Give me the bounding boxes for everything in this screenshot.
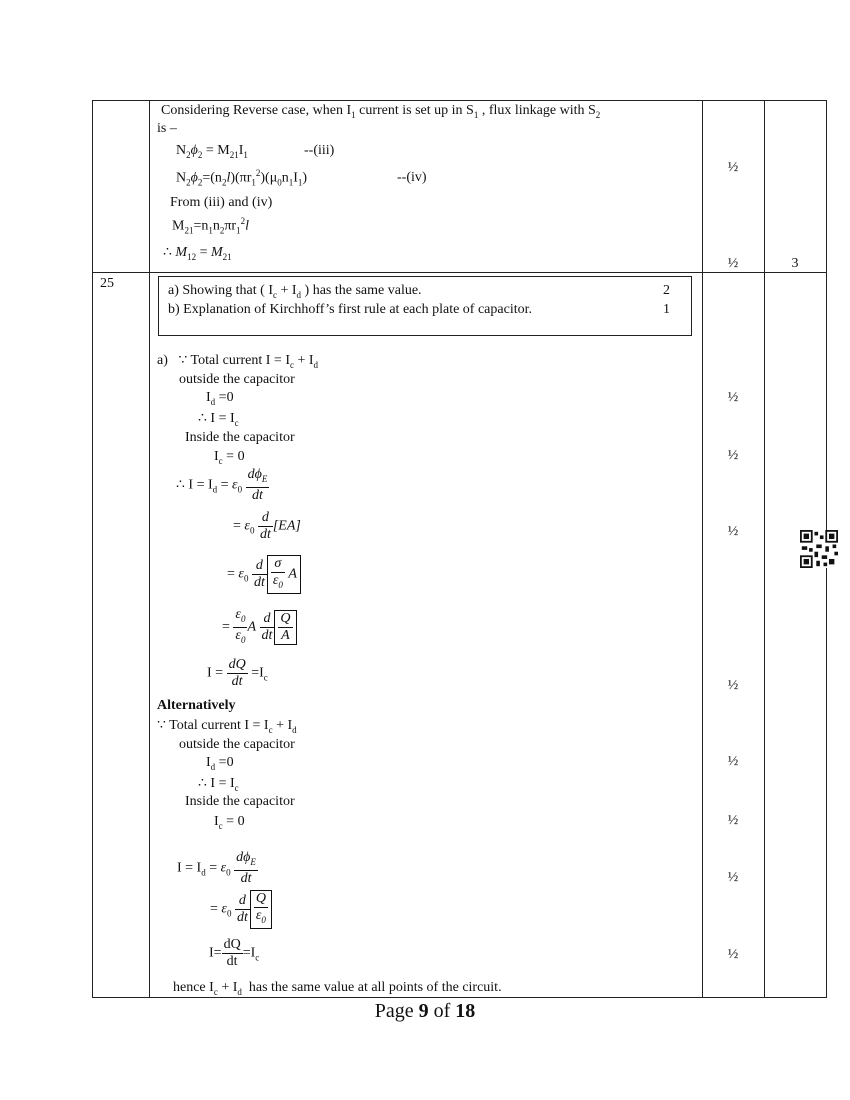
table-top-border <box>92 100 827 101</box>
alt-i-equals-ic: ∴ $I = I_c$ <box>198 776 239 793</box>
scheme-a-marks: 2 <box>663 283 670 298</box>
mark: ½ <box>727 390 739 405</box>
mark: ½ <box>727 870 739 885</box>
question-number: 25 <box>100 276 114 291</box>
equation-iii: $N_2\phi_2 = M_{21}I_1$ <box>176 143 248 160</box>
conclusion: hence $I_c + I_d$ has the same value at all points of the circuit. <box>173 980 502 997</box>
page-number: Page 9 of 18 <box>374 1000 476 1022</box>
qr-code-icon <box>800 530 838 568</box>
total-marks: 3 <box>791 256 799 271</box>
alt-eq-id-dphi: $I = I_d = \varepsilon_0$ $\frac{d\phi_E}{dt}$ <box>177 850 256 886</box>
m21-result: $M_{21}=n_1n_2\pi r_1^2l$ <box>172 216 249 236</box>
mark: ½ <box>727 524 739 539</box>
mark: ½ <box>727 256 739 271</box>
eq-dq-dt: I = $\frac{dQ}{dt}$ $=I_c$ <box>207 657 268 689</box>
alt-inside-capacitor: Inside the capacitor <box>185 794 295 809</box>
mark: ½ <box>727 813 739 828</box>
col-line-2 <box>149 100 150 998</box>
eq-dEA: = $\varepsilon_0$ $\frac{d}{dt}$ [EA] <box>233 510 301 542</box>
scheme-b-marks: 1 <box>663 302 670 317</box>
mark: ½ <box>727 947 739 962</box>
alt-outside-capacitor: outside the capacitor <box>179 737 295 752</box>
col-line-1 <box>92 100 93 998</box>
alt-eq-dq-dt: I= $\frac{dQ}{dt}$ $=I_c$ <box>209 937 260 969</box>
row-divider <box>92 272 827 273</box>
outside-capacitor: outside the capacitor <box>179 372 295 387</box>
from-iii-iv: From (iii) and (iv) <box>170 195 273 210</box>
mark: ½ <box>727 448 739 463</box>
equation-iv: $N_2\phi_2=(n_2l)(\pi r_1^2)(\mu_0n_1I_1)$ <box>176 168 308 188</box>
alt-total-current: ∵ Total current $I = I_c + I_d$ <box>157 718 297 735</box>
scheme-b: b) Explanation of Kirchhoff’s first rule at each plate of capacitor. <box>168 302 532 317</box>
m12-equals-m21: ∴ $M_{12} = M_{21}$ <box>163 245 232 262</box>
col-line-4 <box>764 100 765 998</box>
scheme-a: a) Showing that ( $I_c + I_d$ ) has the same value. <box>168 283 422 300</box>
alt-id-zero: $I_d =0$ <box>206 755 234 772</box>
mark: ½ <box>727 678 739 693</box>
col-line-3 <box>702 100 703 998</box>
alt-eq-q-eps: = $\varepsilon_0$ $\frac{d}{dt}$ $\frac{Q}{\varepsilon_0}$ <box>210 890 272 929</box>
reverse-case-text: Considering Reverse case, when $I_1$ current is set up in $S_1$ , flux linkage with $S_2$ <box>161 103 601 120</box>
equation-iii-tag: --(iii) <box>304 143 335 158</box>
i-equals-ic: ∴ $I = I_c$ <box>198 411 239 428</box>
mark: ½ <box>727 160 739 175</box>
eq-id-dphi: ∴ $I = I_d = \varepsilon_0$ $\frac{d\phi_E}{dt}$ <box>176 467 268 503</box>
table-bottom-border <box>92 997 827 998</box>
ic-zero: $I_c = 0$ <box>214 449 245 466</box>
id-zero: $I_d =0$ <box>206 390 234 407</box>
alt-ic-zero: $I_c = 0$ <box>214 814 245 831</box>
eq-q-over-a: = $\frac{\varepsilon_0}{\varepsilon_0}$ A $\frac{d}{dt}$ $\frac{Q}{A}$ <box>222 607 297 648</box>
eq-sigma: = $\varepsilon_0$ $\frac{d}{dt}$ $\frac{\sigma}{\varepsilon_0}$ A <box>227 555 301 594</box>
reverse-case-is: is – <box>157 121 177 136</box>
inside-capacitor: Inside the capacitor <box>185 430 295 445</box>
mark: ½ <box>727 754 739 769</box>
part-a-total-current: a) ∵ Total current $I = I_c + I_d$ <box>157 353 319 370</box>
alternatively-heading: Alternatively <box>157 698 236 713</box>
equation-iv-tag: --(iv) <box>397 170 427 185</box>
